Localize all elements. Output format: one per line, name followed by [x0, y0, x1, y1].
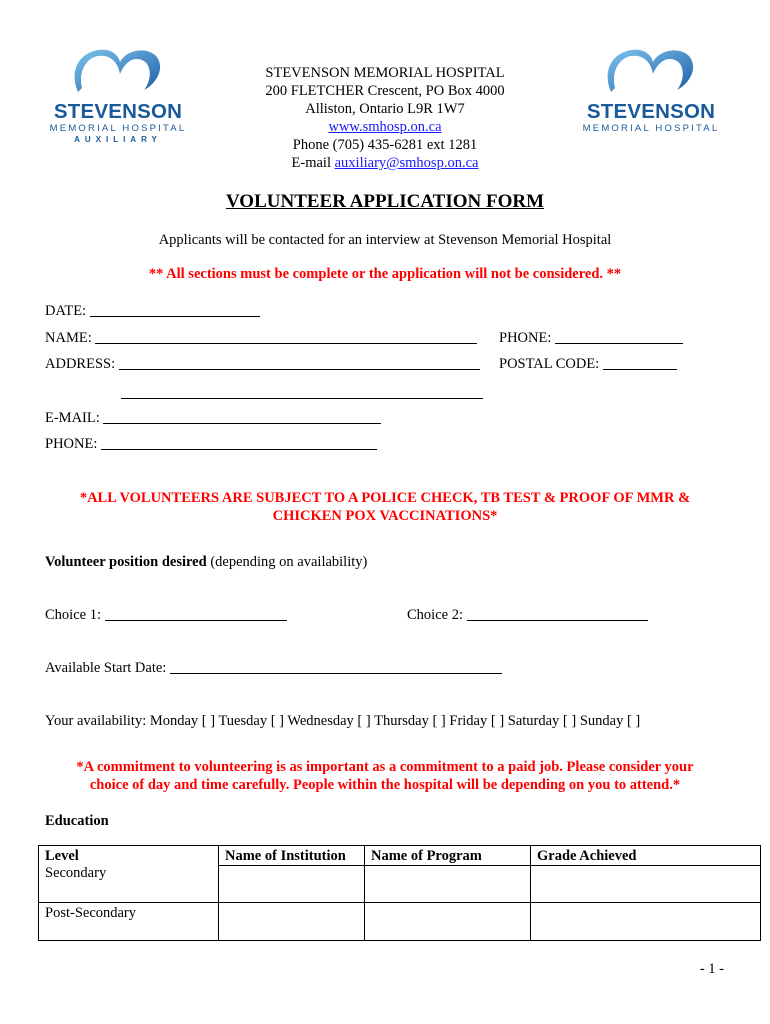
table-cell: [39, 846, 219, 903]
logo-swoosh-icon: [581, 44, 721, 106]
email-link[interactable]: auxiliary@smhosp.on.ca: [334, 155, 479, 171]
logo-auxiliary-text: AUXILIARY: [74, 135, 162, 144]
website-link[interactable]: www.smhosp.on.ca: [328, 119, 442, 135]
page-number: - 1 -: [699, 961, 724, 977]
row-label-secondary: Secondary: [45, 865, 107, 881]
phone-line[interactable]: [101, 448, 377, 450]
address-line-2: Alliston, Ontario L9R 1W7: [305, 101, 465, 117]
table-cell: [219, 846, 365, 903]
hospital-name: STEVENSON MEMORIAL HOSPITAL: [265, 65, 505, 81]
start-date-field[interactable]: [45, 660, 502, 677]
email-field[interactable]: [45, 410, 381, 427]
completion-notice: ** All sections must be complete or the application will not be considered. **: [148, 266, 622, 282]
address-line-1: 200 FLETCHER Crescent, PO Box 4000: [265, 83, 505, 99]
phone-line: Phone (705) 435-6281 ext 1281: [292, 137, 478, 153]
institution-cell-secondary[interactable]: [219, 865, 364, 902]
column-header-level: Level: [45, 848, 79, 864]
hospital-logo: [581, 44, 721, 139]
start-date-label: Available Start Date:: [45, 660, 167, 676]
name-label: NAME:: [45, 330, 92, 346]
position-note: (depending on availability): [206, 554, 368, 570]
commitment-notice-line-1: *A commitment to volunteering is as important as a commitment to a paid job. Please consider your: [76, 759, 694, 775]
choice-2-field[interactable]: [407, 607, 648, 624]
email-line[interactable]: [103, 422, 381, 424]
intro-text: Applicants will be contacted for an interview at Stevenson Memorial Hospital: [158, 232, 612, 248]
table-row: [39, 846, 761, 903]
table-row: [39, 903, 761, 941]
email-label: E-mail: [291, 155, 335, 171]
choice-1-field[interactable]: [45, 607, 287, 624]
postal-code-line[interactable]: [603, 368, 677, 370]
police-check-notice-line-1: *ALL VOLUNTEERS ARE SUBJECT TO A POLICE CHECK, TB TEST & PROOF OF MMR &: [79, 490, 691, 506]
column-header-institution: Name of Institution: [225, 848, 346, 864]
date-field[interactable]: [45, 303, 260, 320]
column-header-program: Name of Program: [371, 848, 482, 864]
phone-field[interactable]: [45, 436, 377, 453]
grade-cell-post-secondary[interactable]: [531, 903, 761, 941]
hospital-address-block: [220, 64, 550, 172]
education-heading: Education: [45, 813, 109, 829]
form-title: VOLUNTEER APPLICATION FORM: [225, 191, 545, 212]
address-line[interactable]: [119, 368, 480, 370]
commitment-notice-line-2: choice of day and time carefully. People within the hospital will be depending on you to attend.*: [89, 777, 681, 793]
logo-brand-text: STEVENSON: [53, 100, 183, 123]
program-cell-post-secondary[interactable]: [365, 903, 531, 941]
postal-code-field[interactable]: [499, 356, 677, 373]
phone-right-line[interactable]: [555, 342, 683, 344]
start-date-line[interactable]: [170, 672, 502, 674]
choice-2-label: Choice 2:: [407, 607, 463, 623]
name-line[interactable]: [95, 342, 477, 344]
availability-checklist[interactable]: Your availability: Monday [ ] Tuesday [ ] Wednesday [ ] Thursday [ ] Friday [ ] Saturday [ ] Sunday [ ]: [45, 713, 641, 729]
email-field-label: E-MAIL:: [45, 410, 100, 426]
position-heading: [45, 554, 367, 571]
police-check-notice-line-2: CHICKEN POX VACCINATIONS*: [272, 508, 498, 524]
logo-subtitle: MEMORIAL HOSPITAL: [582, 123, 720, 134]
address-label: ADDRESS:: [45, 356, 116, 372]
education-table: [38, 845, 761, 941]
date-line[interactable]: [90, 315, 260, 317]
choice-1-line[interactable]: [105, 619, 287, 621]
program-cell-secondary[interactable]: [365, 865, 530, 902]
logo-subtitle: MEMORIAL HOSPITAL: [49, 123, 187, 134]
column-header-grade: Grade Achieved: [537, 848, 637, 864]
date-label: DATE:: [45, 303, 87, 319]
logo-brand-text: STEVENSON: [586, 100, 716, 123]
institution-cell-post-secondary[interactable]: [219, 903, 365, 941]
address-line-2-field[interactable]: [121, 398, 483, 399]
phone-right-field[interactable]: [499, 330, 683, 347]
choice-1-label: Choice 1:: [45, 607, 101, 623]
choice-2-line[interactable]: [467, 619, 648, 621]
address-field[interactable]: [45, 356, 480, 373]
phone-label: PHONE:: [45, 436, 98, 452]
table-cell: [531, 846, 761, 903]
row-label-post-secondary: Post-Secondary: [39, 903, 219, 941]
table-cell: [365, 846, 531, 903]
name-field[interactable]: [45, 330, 477, 347]
postal-code-label: POSTAL CODE:: [499, 356, 600, 372]
position-label: Volunteer position desired: [45, 554, 207, 570]
auxiliary-logo: [48, 44, 188, 144]
phone-right-label: PHONE:: [499, 330, 552, 346]
logo-swoosh-icon: [48, 44, 188, 106]
grade-cell-secondary[interactable]: [531, 865, 760, 902]
